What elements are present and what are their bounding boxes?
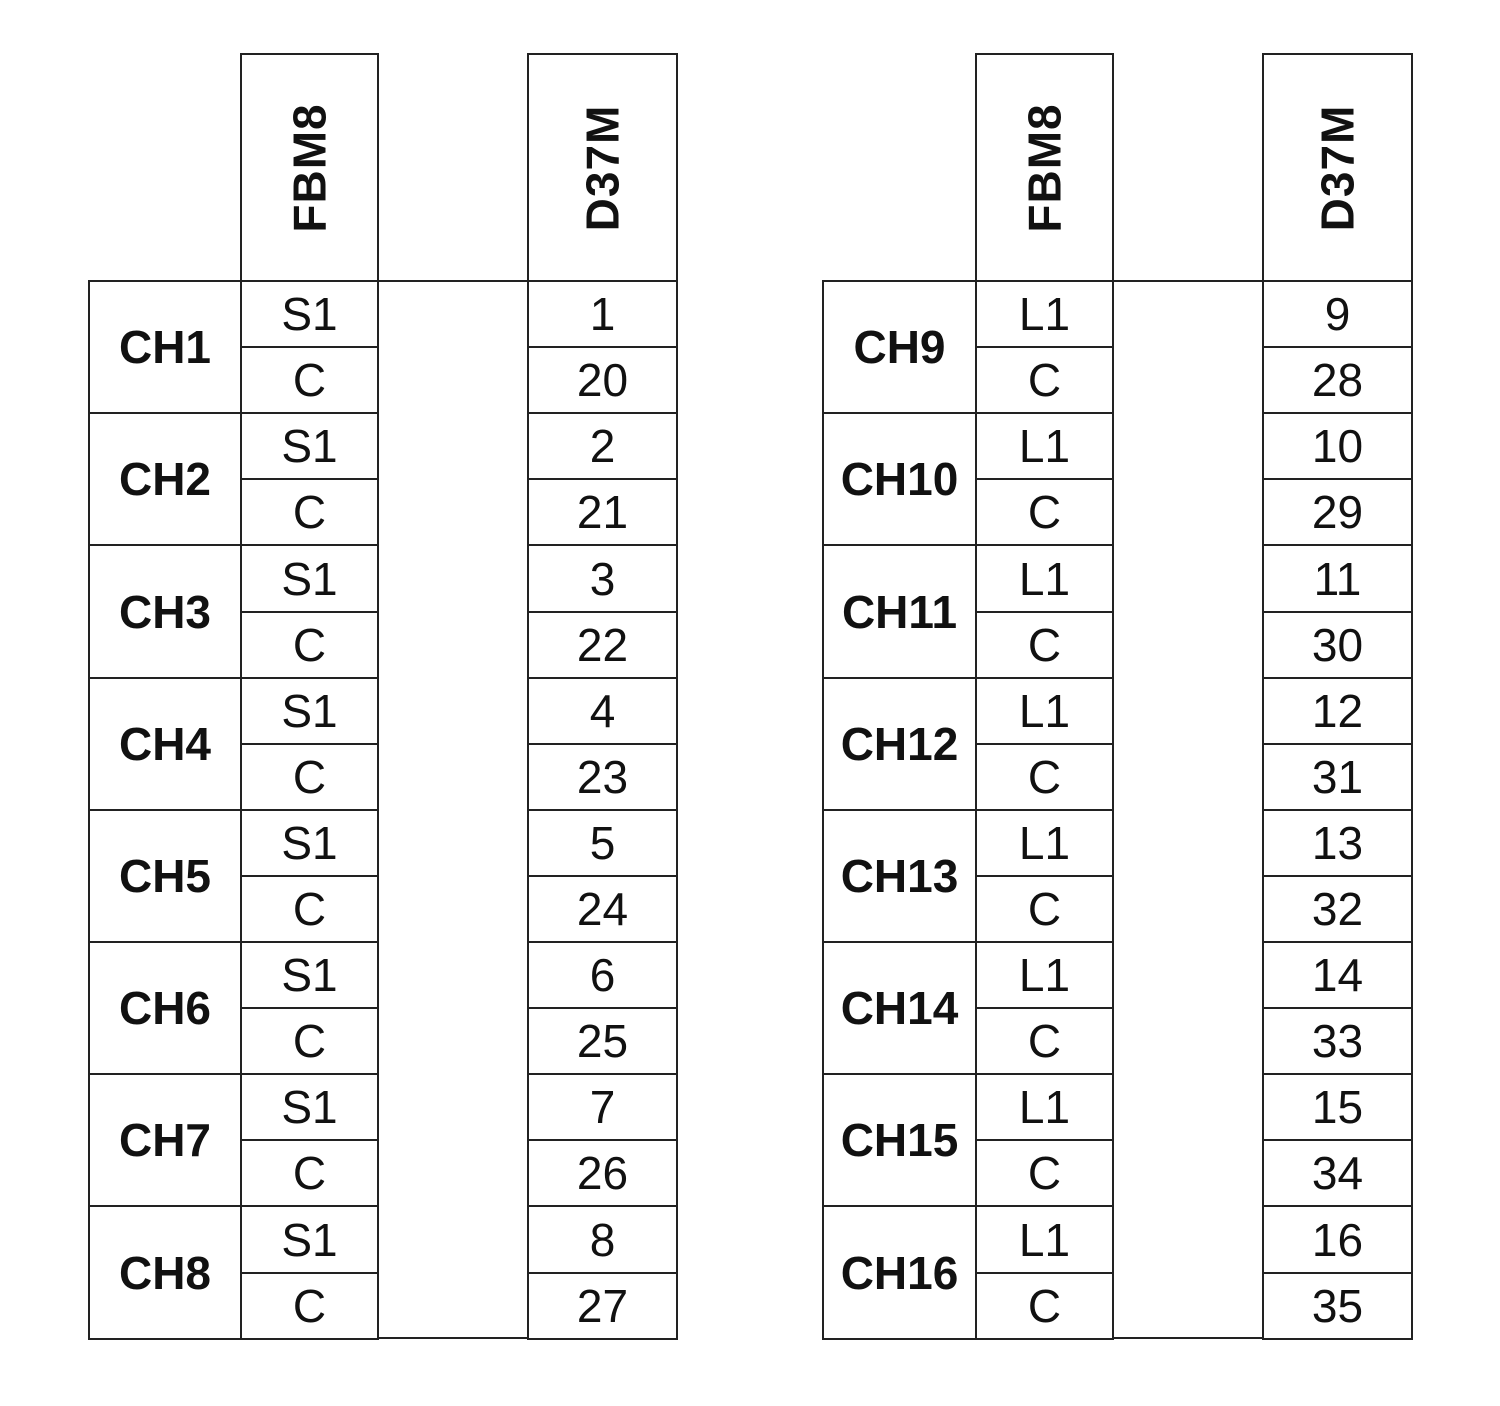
channel-label: CH15 bbox=[822, 1073, 977, 1207]
pin-cell: 22 bbox=[527, 611, 678, 679]
signal-cell: S1 bbox=[240, 677, 379, 745]
signal-cell: S1 bbox=[240, 1205, 379, 1274]
signal-cell: C bbox=[240, 1139, 379, 1207]
pin-cell: 23 bbox=[527, 743, 678, 811]
header-d37m-right bbox=[1262, 53, 1413, 282]
signal-cell: C bbox=[240, 346, 379, 414]
pin-cell: 6 bbox=[527, 941, 678, 1009]
pin-cell: 5 bbox=[527, 809, 678, 877]
channel-label: CH5 bbox=[88, 809, 242, 943]
pin-cell: 9 bbox=[1262, 280, 1413, 348]
pin-cell: 4 bbox=[527, 677, 678, 745]
signal-cell: C bbox=[240, 875, 379, 943]
signal-cell: C bbox=[975, 1272, 1114, 1340]
signal-cell: L1 bbox=[975, 941, 1114, 1009]
signal-cell: C bbox=[975, 1139, 1114, 1207]
header-spacer-right bbox=[1112, 280, 1264, 1339]
channel-label: CH12 bbox=[822, 677, 977, 811]
channel-label: CH16 bbox=[822, 1205, 977, 1340]
channel-label: CH8 bbox=[88, 1205, 242, 1340]
signal-cell: C bbox=[975, 875, 1114, 943]
pin-cell: 29 bbox=[1262, 478, 1413, 546]
pin-cell: 26 bbox=[527, 1139, 678, 1207]
header-fbm8-left bbox=[240, 53, 379, 282]
channel-label: CH6 bbox=[88, 941, 242, 1075]
pin-cell: 11 bbox=[1262, 544, 1413, 613]
signal-cell: C bbox=[975, 1007, 1114, 1075]
header-d37m-right-label: D37M bbox=[1311, 104, 1364, 231]
header-fbm8-left-label: FBM8 bbox=[283, 102, 336, 233]
channel-label: CH13 bbox=[822, 809, 977, 943]
signal-cell: C bbox=[240, 611, 379, 679]
signal-cell: L1 bbox=[975, 544, 1114, 613]
pin-cell: 15 bbox=[1262, 1073, 1413, 1141]
pin-cell: 25 bbox=[527, 1007, 678, 1075]
pin-cell: 2 bbox=[527, 412, 678, 480]
signal-cell: C bbox=[240, 478, 379, 546]
channel-label: CH1 bbox=[88, 280, 242, 414]
signal-cell: C bbox=[240, 743, 379, 811]
signal-cell: L1 bbox=[975, 412, 1114, 480]
signal-cell: C bbox=[240, 1272, 379, 1340]
signal-cell: L1 bbox=[975, 809, 1114, 877]
pin-cell: 33 bbox=[1262, 1007, 1413, 1075]
pin-cell: 34 bbox=[1262, 1139, 1413, 1207]
signal-cell: C bbox=[975, 611, 1114, 679]
signal-cell: C bbox=[240, 1007, 379, 1075]
pin-cell: 20 bbox=[527, 346, 678, 414]
pin-cell: 27 bbox=[527, 1272, 678, 1340]
pin-cell: 16 bbox=[1262, 1205, 1413, 1274]
pin-cell: 31 bbox=[1262, 743, 1413, 811]
signal-cell: C bbox=[975, 478, 1114, 546]
channel-label: CH11 bbox=[822, 544, 977, 679]
header-d37m-left-label: D37M bbox=[576, 104, 629, 231]
signal-cell: S1 bbox=[240, 544, 379, 613]
signal-cell: L1 bbox=[975, 280, 1114, 348]
channel-label: CH9 bbox=[822, 280, 977, 414]
header-fbm8-right bbox=[975, 53, 1114, 282]
signal-cell: S1 bbox=[240, 1073, 379, 1141]
signal-cell: L1 bbox=[975, 1205, 1114, 1274]
pin-cell: 21 bbox=[527, 478, 678, 546]
pin-cell: 3 bbox=[527, 544, 678, 613]
signal-cell: C bbox=[975, 743, 1114, 811]
signal-cell: L1 bbox=[975, 1073, 1114, 1141]
signal-cell: S1 bbox=[240, 941, 379, 1009]
signal-cell: S1 bbox=[240, 809, 379, 877]
channel-label: CH7 bbox=[88, 1073, 242, 1207]
channel-label: CH3 bbox=[88, 544, 242, 679]
pin-cell: 35 bbox=[1262, 1272, 1413, 1340]
channel-label: CH4 bbox=[88, 677, 242, 811]
pin-cell: 1 bbox=[527, 280, 678, 348]
signal-cell: S1 bbox=[240, 280, 379, 348]
pin-cell: 24 bbox=[527, 875, 678, 943]
channel-label: CH14 bbox=[822, 941, 977, 1075]
pin-cell: 30 bbox=[1262, 611, 1413, 679]
pin-cell: 7 bbox=[527, 1073, 678, 1141]
signal-cell: L1 bbox=[975, 677, 1114, 745]
header-fbm8-right-label: FBM8 bbox=[1018, 102, 1071, 233]
header-spacer-left bbox=[377, 280, 529, 1339]
channel-label: CH2 bbox=[88, 412, 242, 546]
channel-label: CH10 bbox=[822, 412, 977, 546]
pin-cell: 8 bbox=[527, 1205, 678, 1274]
pin-cell: 28 bbox=[1262, 346, 1413, 414]
pin-cell: 32 bbox=[1262, 875, 1413, 943]
pin-cell: 12 bbox=[1262, 677, 1413, 745]
header-d37m-left bbox=[527, 53, 678, 282]
signal-cell: S1 bbox=[240, 412, 379, 480]
pin-cell: 14 bbox=[1262, 941, 1413, 1009]
signal-cell: C bbox=[975, 346, 1114, 414]
pin-cell: 13 bbox=[1262, 809, 1413, 877]
pin-cell: 10 bbox=[1262, 412, 1413, 480]
